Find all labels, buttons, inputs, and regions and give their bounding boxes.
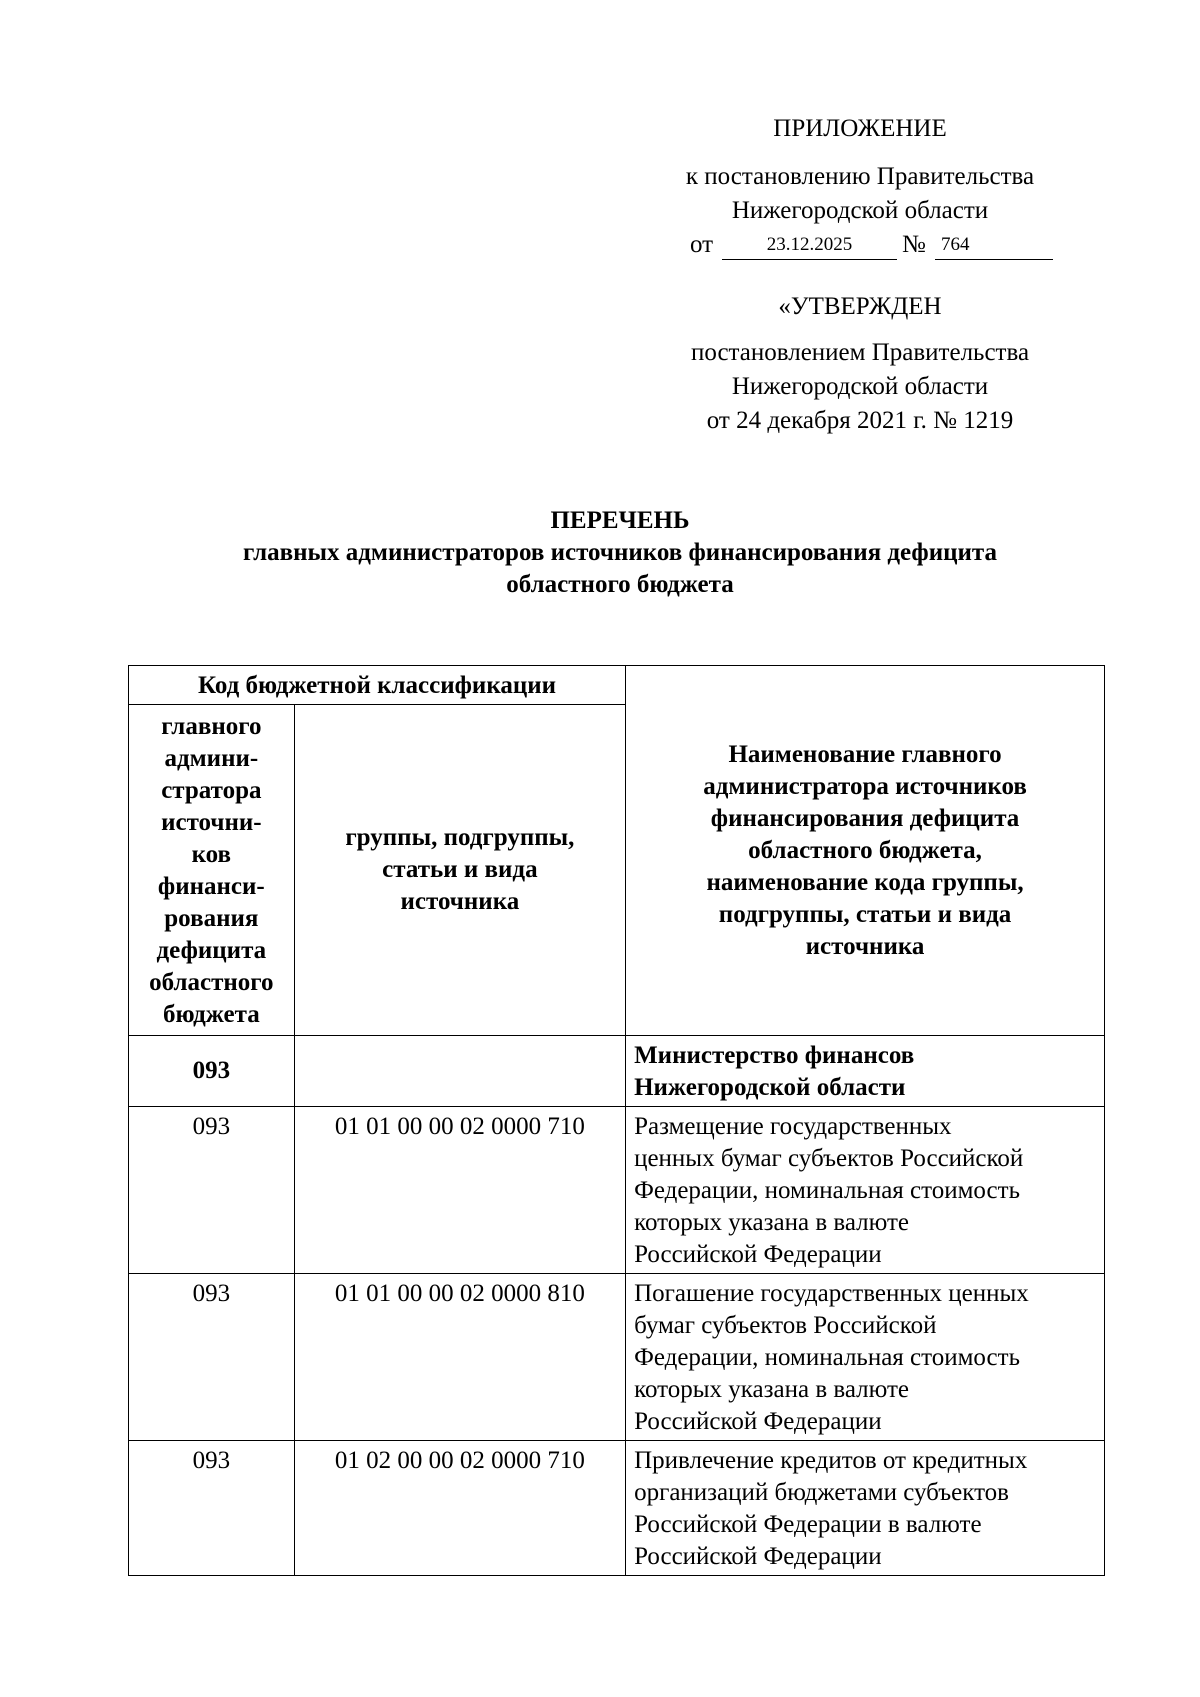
header-name-line: источника xyxy=(805,932,925,960)
ministry-name xyxy=(626,1036,1105,1107)
ministry-code: 093 xyxy=(129,1036,295,1107)
source-name-line: бумаг субъектов Российской xyxy=(634,1312,937,1339)
appendix-block xyxy=(640,112,1080,262)
admin-code-cell: 093 xyxy=(129,1107,295,1274)
source-name-line: организаций бюджетами субъектов xyxy=(634,1479,1009,1506)
header-name-line: финансирования дефицита xyxy=(710,804,1020,832)
header-name-line: наименование кода группы, xyxy=(706,868,1024,896)
header-admin-line: областного xyxy=(149,969,274,996)
header-name-line: администратора источников xyxy=(703,772,1027,800)
approved-line-1: постановлением Правительства xyxy=(690,339,1030,366)
from-label: от xyxy=(690,231,714,258)
source-name-line: Размещение государственных xyxy=(634,1113,952,1140)
resolution-date: 23.12.2025 xyxy=(722,231,897,260)
approved-line-2: Нижегородской области xyxy=(731,373,989,400)
source-name-line: Российской Федерации xyxy=(634,1408,882,1435)
admin-code-cell: 093 xyxy=(129,1274,295,1441)
header-admin-line: бюджета xyxy=(162,1001,260,1028)
approved-line-3: от 24 декабря 2021 г. № 1219 xyxy=(706,407,1014,434)
table-row xyxy=(129,1107,1105,1274)
source-name-line: которых указана в валюте xyxy=(634,1209,910,1236)
source-name-line: Российской Федерации в валюте xyxy=(634,1511,982,1538)
number-sign: № xyxy=(902,231,926,258)
appendix-date-row xyxy=(640,228,1080,262)
source-name-cell xyxy=(626,1107,1105,1274)
header-source-line: статьи и вида xyxy=(382,856,538,883)
header-source-line: источника xyxy=(400,888,520,915)
header-admin-line: финанси- xyxy=(157,873,265,900)
source-name-line: Федерации, номинальная стоимость xyxy=(634,1177,1020,1204)
document-title xyxy=(130,505,1110,601)
header-name-line: подгруппы, статьи и вида xyxy=(718,900,1012,928)
ministry-name-line: Нижегородской области xyxy=(634,1074,906,1101)
header-name-line: областного бюджета, xyxy=(748,836,982,864)
ministry-name-line: Министерство финансов xyxy=(634,1042,915,1069)
header-name xyxy=(626,666,1105,1036)
ministry-source-code-empty xyxy=(294,1036,625,1107)
document-title-line-2: главных администраторов источников финансирования дефицита xyxy=(242,539,998,566)
source-code-cell: 01 01 00 00 02 0000 810 xyxy=(294,1274,625,1441)
approved-block xyxy=(640,290,1080,438)
source-name-line: Федерации, номинальная стоимость xyxy=(634,1344,1020,1371)
header-admin-line: рования xyxy=(164,905,259,932)
header-admin-line: главного xyxy=(161,713,262,740)
source-name-line: которых указана в валюте xyxy=(634,1376,910,1403)
administrators-table xyxy=(128,665,1105,1576)
source-name-cell xyxy=(626,1274,1105,1441)
source-name-line: ценных бумаг субъектов Российской xyxy=(634,1145,1024,1172)
header-source-line: группы, подгруппы, xyxy=(345,824,575,851)
admin-code-cell: 093 xyxy=(129,1441,295,1576)
appendix-line-2: Нижегородской области xyxy=(731,197,989,224)
resolution-number: 764 xyxy=(935,231,1053,260)
source-name-line: Российской Федерации xyxy=(634,1241,882,1268)
table-row xyxy=(129,1274,1105,1441)
source-code-cell: 01 01 00 00 02 0000 710 xyxy=(294,1107,625,1274)
source-name-line: Российской Федерации xyxy=(634,1543,882,1570)
header-budget-classification: Код бюджетной классификации xyxy=(129,666,626,705)
header-admin-code xyxy=(129,705,295,1036)
source-name-line: Привлечение кредитов от кредитных xyxy=(634,1447,1028,1474)
appendix-title: ПРИЛОЖЕНИЕ xyxy=(773,115,947,142)
header-source-code xyxy=(294,705,625,1036)
source-name-line: Погашение государственных ценных xyxy=(634,1280,1029,1307)
header-admin-line: дефицита xyxy=(156,937,267,964)
document-title-line-3: областного бюджета xyxy=(506,571,734,598)
approved-stamp: «УТВЕРЖДЕН xyxy=(778,293,942,320)
table-row xyxy=(129,1441,1105,1576)
appendix-line-1: к постановлению Правительства xyxy=(685,163,1035,190)
source-code-cell: 01 02 00 00 02 0000 710 xyxy=(294,1441,625,1576)
document-title-line-1: ПЕРЕЧЕНЬ xyxy=(550,507,690,534)
header-admin-line: стратора xyxy=(161,777,262,804)
table-header-row-1 xyxy=(129,666,1105,705)
header-admin-line: админи- xyxy=(164,745,259,772)
header-name-line: Наименование главного xyxy=(728,740,1002,768)
header-admin-line: источни- xyxy=(161,809,262,836)
header-admin-line: ков xyxy=(191,841,232,868)
source-name-cell xyxy=(626,1441,1105,1576)
ministry-row xyxy=(129,1036,1105,1107)
